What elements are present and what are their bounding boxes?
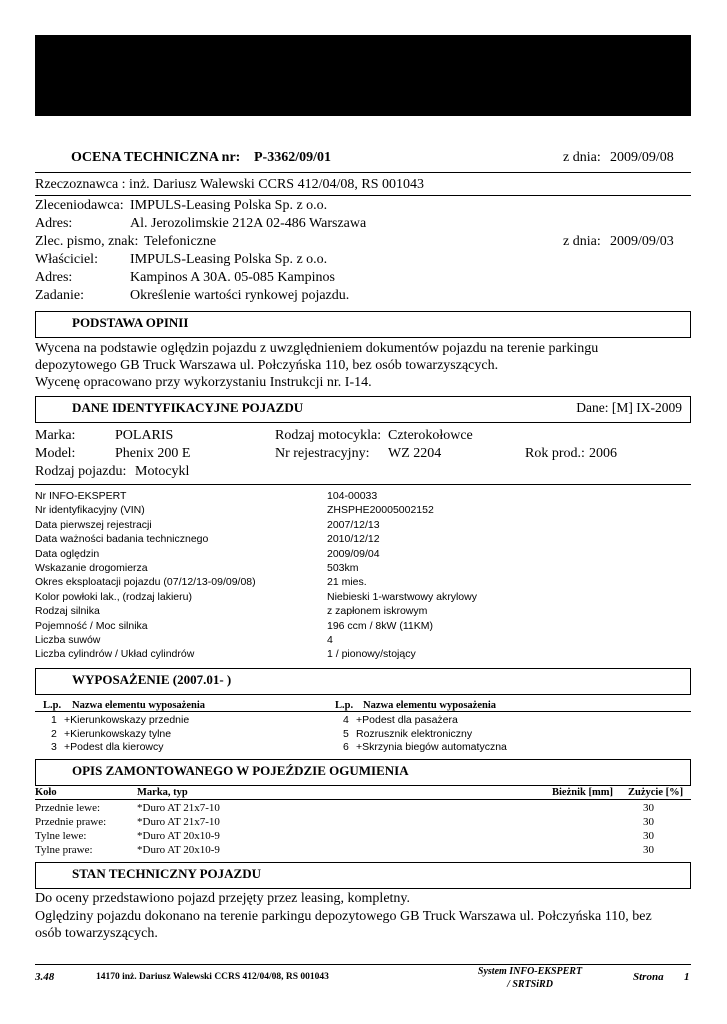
identification-divider: [35, 484, 691, 485]
year-value: 2006: [589, 446, 617, 461]
report-date-label: z dnia:: [563, 150, 601, 165]
tire-wheel: Tylne lewe:: [35, 830, 87, 842]
make-value: POLARIS: [115, 428, 174, 443]
tires-title: OPIS ZAMONTOWANEGO W POJEŹDZIE OGUMIENIA: [72, 763, 409, 778]
model-value: Phenix 200 E: [115, 446, 191, 461]
basis-title: PODSTAWA OPINII: [72, 315, 189, 330]
letter-value: Telefoniczne: [144, 234, 217, 249]
equipment-item: +Kierunkowskazy tylne: [64, 727, 172, 740]
owner-address-value: Kampinos A 30A. 05-085 Kampinos: [130, 270, 335, 285]
year-label: Rok prod.:: [525, 446, 585, 461]
basis-line-3: Wycenę opracowano przy wykorzystaniu Instrukcji nr. I-14.: [35, 375, 372, 390]
basis-line-2: depozytowego GB Truck Warszawa ul. Połczyńska 110, bez osób towarzyszących.: [35, 358, 499, 373]
client-label: Zleceniodawca:: [35, 198, 124, 213]
vehicle-type-label: Rodzaj pojazdu:: [35, 464, 127, 479]
equipment-section-header: [35, 668, 691, 695]
condition-line-2: Oględziny pojazdu dokonano na terenie parkingu depozytowego GB Truck Warszawa ul. Połczyńska 110, bez: [35, 909, 652, 924]
equipment-lp: 5: [343, 727, 349, 740]
task-label: Zadanie:: [35, 288, 84, 303]
detail-label: Okres eksploatacji pojazdu (07/12/13-09/09/08): [35, 576, 256, 589]
tire-wear: 30: [643, 830, 654, 842]
detail-value: ZHSPHE20005002152: [327, 504, 434, 517]
letter-label: Zlec. pismo, znak:: [35, 234, 139, 249]
owner-address-label: Adres:: [35, 270, 73, 285]
reg-value: WZ 2204: [388, 446, 442, 461]
reg-label: Nr rejestracyjny:: [275, 446, 370, 461]
client-address-value: Al. Jerozolimskie 212A 02-486 Warszawa: [130, 216, 367, 231]
equipment-col-lp-right: L.p.: [335, 700, 354, 711]
tires-col-wear: Zużycie [%]: [628, 787, 684, 798]
detail-label: Rodzaj silnika: [35, 605, 100, 618]
equipment-lp: 1: [51, 714, 57, 726]
equipment-item: +Kierunkowskazy przednie: [64, 714, 190, 726]
identification-title: DANE IDENTYFIKACYJNE POJAZDU: [72, 400, 304, 415]
equipment-item: +Podest dla kierowcy: [64, 741, 164, 753]
detail-label: Nr identyfikacyjny (VIN): [35, 504, 145, 517]
detail-label: Liczba suwów: [35, 634, 101, 646]
equipment-item: +Podest dla pasażera: [356, 714, 458, 726]
make-label: Marka:: [35, 428, 76, 443]
detail-value: 196 ccm / 8kW (11KM): [327, 619, 433, 632]
vehicle-type-value: Motocykl: [135, 464, 190, 479]
equipment-col-name-left: Nazwa elementu wyposażenia: [72, 700, 205, 711]
tires-col-tread: Bieżnik [mm]: [552, 787, 613, 798]
tires-col-brand: Marka, typ: [137, 787, 188, 798]
tire-wear: 30: [643, 844, 654, 856]
detail-value: 2007/12/13: [327, 518, 380, 531]
footer-page-label: Strona: [633, 971, 664, 983]
report-number: P-3362/09/01: [254, 150, 331, 165]
detail-label: Data ważności badania technicznego: [35, 533, 209, 546]
detail-label: Nr INFO-EKSPERT: [35, 490, 127, 502]
redaction-bar: [35, 35, 691, 116]
detail-value: 104-00033: [327, 490, 378, 502]
footer-divider: [35, 964, 691, 965]
moto-type-value: Czterokołowce: [388, 428, 473, 443]
task-value: Określenie wartości rynkowej pojazdu.: [130, 288, 350, 303]
tire-brand: *Duro AT 20x10-9: [137, 844, 220, 856]
detail-value: 4: [327, 634, 333, 646]
expert-line: Rzeczoznawca : inż. Dariusz Walewski CCRS 412/04/08, RS 001043: [35, 177, 424, 192]
identification-data-label: Dane: [M] IX-2009: [576, 400, 682, 415]
owner-value: IMPULS-Leasing Polska Sp. z o.o.: [130, 252, 328, 267]
detail-value: 2009/09/04: [327, 547, 380, 560]
equipment-lp: 3: [51, 741, 57, 753]
footer-system-line-2: / SRTSiRD: [507, 979, 553, 990]
detail-label: Data oględzin: [35, 547, 100, 560]
detail-value: Niebieski 1-warstwowy akrylowy: [327, 590, 477, 603]
equipment-item: Rozrusznik elektroniczny: [356, 727, 473, 740]
condition-line-3: osób towarzyszących.: [35, 926, 158, 941]
letter-date: 2009/09/03: [610, 234, 674, 249]
tire-wheel: Przednie prawe:: [35, 816, 107, 828]
tires-section-header: [35, 759, 691, 786]
tires-col-wheel: Koło: [35, 787, 57, 798]
tire-wheel: Tylne prawe:: [35, 844, 93, 856]
tires-divider: [35, 799, 691, 800]
basis-section-header: [35, 311, 691, 338]
detail-label: Wskazanie drogomierza: [35, 562, 148, 574]
equipment-item: +Skrzynia biegów automatyczna: [356, 741, 507, 753]
equipment-title: WYPOSAŻENIE (2007.01- ): [72, 672, 232, 687]
equipment-lp: 2: [51, 727, 57, 740]
header-divider: [35, 172, 691, 173]
equipment-divider: [35, 711, 691, 712]
equipment-lp: 6: [343, 741, 349, 753]
detail-value: 21 mies.: [327, 576, 367, 589]
condition-section-header: [35, 862, 691, 889]
tire-brand: *Duro AT 21x7-10: [137, 802, 220, 814]
report-date: 2009/09/08: [610, 150, 674, 165]
client-value: IMPULS-Leasing Polska Sp. z o.o.: [130, 198, 328, 213]
expert-divider: [35, 195, 691, 196]
model-label: Model:: [35, 446, 76, 461]
detail-label: Kolor powłoki lak., (rodzaj lakieru): [35, 590, 192, 603]
report-title-label: OCENA TECHNICZNA nr:: [71, 150, 241, 165]
tire-brand: *Duro AT 21x7-10: [137, 816, 220, 828]
tire-wear: 30: [643, 816, 654, 828]
identification-section-header: [35, 396, 691, 423]
moto-type-label: Rodzaj motocykla:: [275, 428, 382, 443]
tire-wear: 30: [643, 802, 654, 814]
basis-line-1: Wycena na podstawie oględzin pojazdu z uwzględnieniem dokumentów pojazdu na terenie parkingu: [35, 341, 599, 356]
tire-brand: *Duro AT 20x10-9: [137, 830, 220, 842]
condition-line-1: Do oceny przedstawiono pojazd przejęty przez leasing, kompletny.: [35, 891, 411, 906]
condition-title: STAN TECHNICZNY POJAZDU: [72, 866, 262, 881]
client-address-label: Adres:: [35, 216, 73, 231]
letter-date-label: z dnia:: [563, 234, 601, 249]
equipment-col-lp-left: L.p.: [43, 700, 62, 711]
detail-label: Liczba cylindrów / Układ cylindrów: [35, 648, 195, 661]
equipment-col-name-right: Nazwa elementu wyposażenia: [363, 700, 496, 711]
footer-page-number: 1: [684, 971, 690, 983]
equipment-lp: 4: [343, 714, 349, 726]
detail-value: 1 / pionowy/stojący: [327, 648, 416, 661]
detail-value: z zapłonem iskrowym: [327, 605, 428, 618]
owner-label: Właściciel:: [35, 252, 98, 267]
detail-value: 2010/12/12: [327, 533, 380, 546]
footer-system-line-1: System INFO-EKSPERT: [477, 966, 583, 977]
tire-wheel: Przednie lewe:: [35, 802, 101, 814]
detail-value: 503km: [327, 562, 359, 574]
footer-author: 14170 inż. Dariusz Walewski CCRS 412/04/08, RS 001043: [96, 972, 329, 982]
footer-version: 3.48: [35, 971, 55, 983]
detail-label: Pojemność / Moc silnika: [35, 619, 148, 632]
detail-label: Data pierwszej rejestracji: [35, 518, 152, 531]
